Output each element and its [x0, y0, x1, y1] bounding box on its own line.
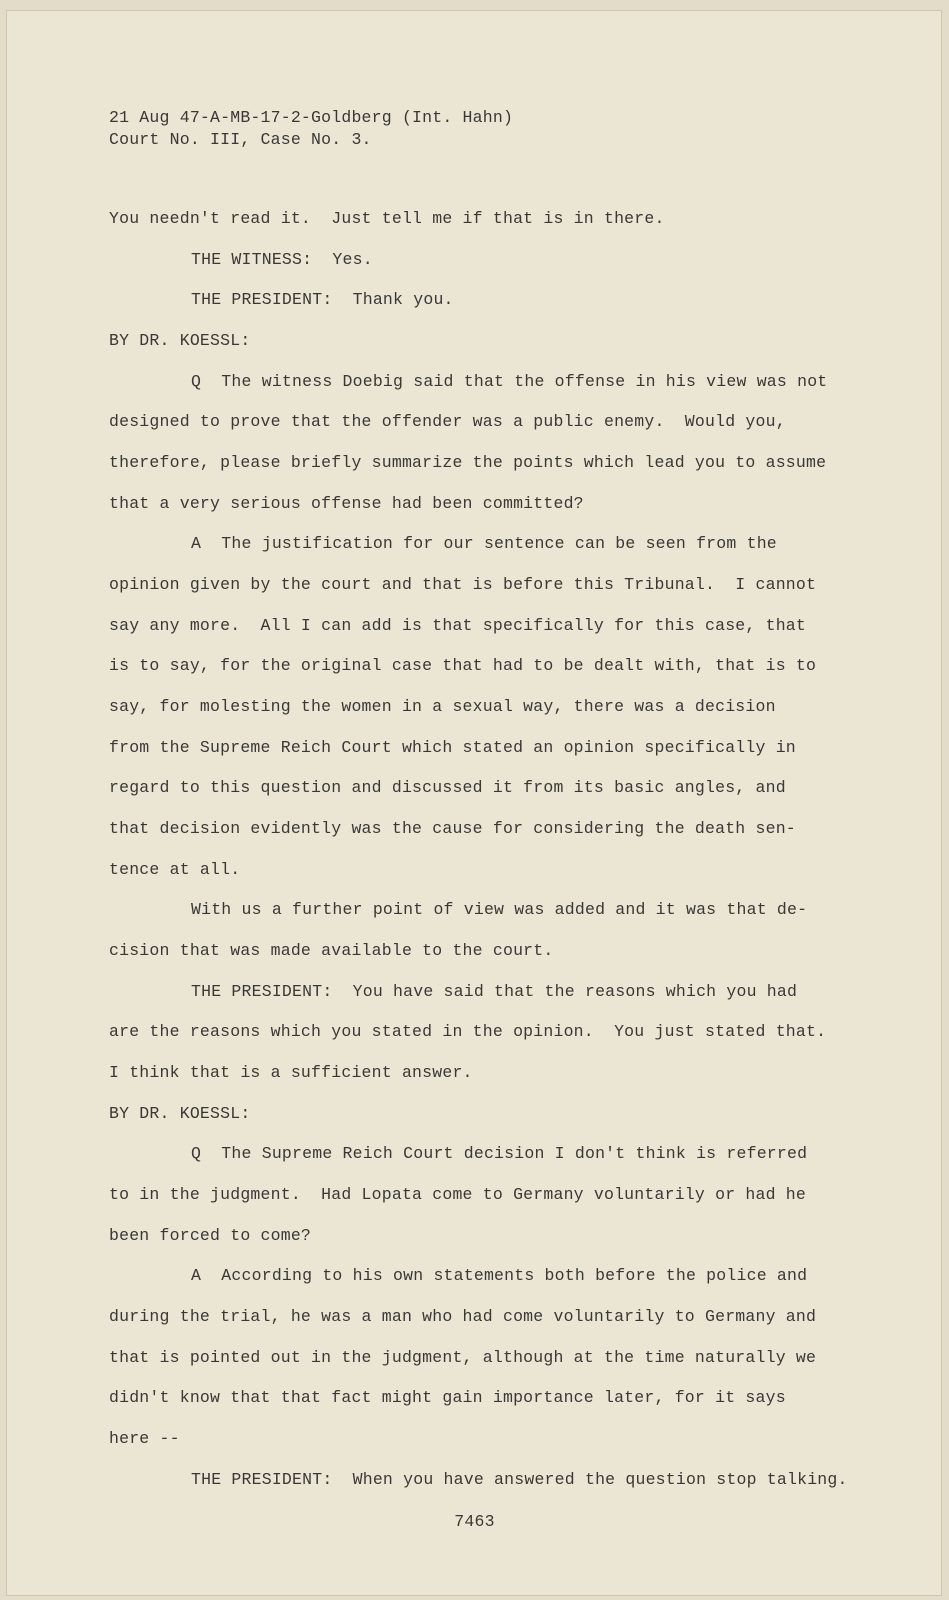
body-line-22: I think that is a sufficient answer. [109, 1063, 473, 1082]
body-line-12: is to say, for the original case that had to be dealt with, that is to [109, 656, 817, 675]
body-line-26: been forced to come? [109, 1226, 312, 1245]
body-line-8: that a very serious offense had been committed? [109, 494, 584, 513]
body-line-14: from the Supreme Reich Court which stated an opinion specifically in [109, 738, 796, 757]
body-line-10: opinion given by the court and that is before this Tribunal. I cannot [109, 575, 817, 594]
body-line-25: to in the judgment. Had Lopata come to Germany voluntarily or had he [109, 1185, 807, 1204]
header-line-2: Court No. III, Case No. 3. [109, 130, 372, 149]
body-line-31: here -- [109, 1429, 180, 1448]
body-line-19: cision that was made available to the court. [109, 941, 554, 960]
body-line-4: BY DR. KOESSL: [109, 331, 251, 350]
body-line-30: didn't know that that fact might gain importance later, for it says [109, 1388, 786, 1407]
body-line-20: THE PRESIDENT: You have said that the reasons which you had [191, 982, 798, 1001]
body-line-18: With us a further point of view was added and it was that de- [191, 900, 808, 919]
body-line-1: You needn't read it. Just tell me if that is in there. [109, 209, 665, 228]
body-line-13: say, for molesting the women in a sexual way, there was a decision [109, 697, 776, 716]
body-line-11: say any more. All I can add is that specifically for this case, that [109, 616, 807, 635]
body-line-2: THE WITNESS: Yes. [191, 250, 373, 269]
body-line-15: regard to this question and discussed it from its basic angles, and [109, 778, 786, 797]
header-line-1: 21 Aug 47-A-MB-17-2-Goldberg (Int. Hahn) [109, 108, 514, 127]
body-line-17: tence at all. [109, 860, 241, 879]
body-line-3: THE PRESIDENT: Thank you. [191, 290, 454, 309]
body-line-6: designed to prove that the offender was a public enemy. Would you, [109, 412, 786, 431]
body-line-16: that decision evidently was the cause for considering the death sen- [109, 819, 796, 838]
body-line-23: BY DR. KOESSL: [109, 1104, 251, 1123]
body-line-29: that is pointed out in the judgment, although at the time naturally we [109, 1348, 817, 1367]
body-line-9: A The justification for our sentence can be seen from the [191, 534, 777, 553]
body-line-28: during the trial, he was a man who had come voluntarily to Germany and [109, 1307, 817, 1326]
body-line-32: THE PRESIDENT: When you have answered the question stop talking. [191, 1470, 848, 1489]
body-line-21: are the reasons which you stated in the opinion. You just stated that. [109, 1022, 827, 1041]
body-line-7: therefore, please briefly summarize the points which lead you to assume [109, 453, 827, 472]
body-line-24: Q The Supreme Reich Court decision I don't think is referred [191, 1144, 808, 1163]
body-line-27: A According to his own statements both before the police and [191, 1266, 808, 1285]
page-number: 7463 [454, 1512, 495, 1531]
body-line-5: Q The witness Doebig said that the offense in his view was not [191, 372, 828, 391]
